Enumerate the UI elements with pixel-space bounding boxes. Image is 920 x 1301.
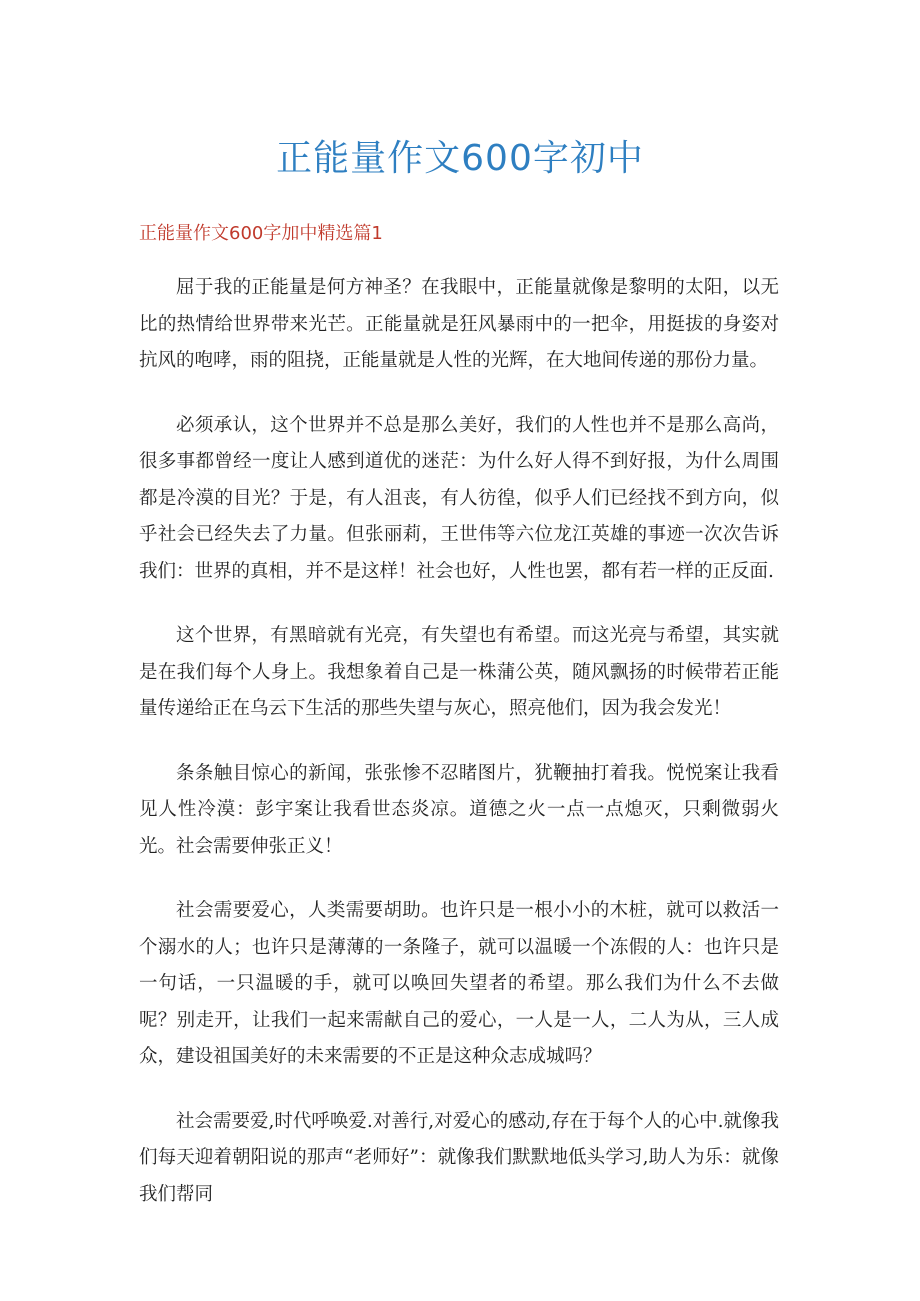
paragraph: 社会需要爱,时代呼唤爱.对善行,对爱心的感动,存在于每个人的心中.就像我们每天迎着朝阳说的那声“老师好”：就像我们默默地低头学习,助人为乐：就像我们帮同	[139, 1110, 779, 1205]
paragraph: 必须承认，这个世界并不总是那么美好，我们的人性也并不是那么高尚，很多事都曾经一度让人感到道优的迷茫：为什么好人得不到好报，为什么周围都是冷漠的目光？于是，有人沮丧，有人彷徨，似乎人们已经找不到方向，似乎社会已经失去了力量。但张丽莉，王世伟等六位龙江英雄的事迹一次次告诉我们：世界的真相，并不是这样！社会也好，人性也罢，都有若一样的正反面.	[139, 414, 779, 582]
document-title: 正能量作文600字初中	[276, 138, 644, 179]
paragraph: 条条触目惊心的新闻，张张惨不忍睹图片，犹鞭抽打着我。悦悦案让我看见人性冷漠：彭宇案让我看世态炎凉。道德之火一点一点熄灭，只剩微弱火光。社会需要伸张正义！	[139, 762, 779, 857]
paragraph: 屈于我的正能量是何方神圣？在我眼中，正能量就像是黎明的太阳，以无比的热情给世界带来光芒。正能量就是狂风暴雨中的一把伞，用挺拔的身姿对抗风的咆哮，雨的阻挠，正能量就是人性的光辉，在大地间传递的那份力量。	[139, 277, 779, 371]
section-heading: 正能量作文600字加中精选篇1	[139, 223, 383, 244]
paragraph: 这个世界，有黑暗就有光亮，有失望也有希望。而这光亮与希望，其实就是在我们每个人身上。我想象着自己是一株蒲公英，随风飘扬的时候带若正能量传递给正在乌云下生活的那些失望与灰心，照亮他们，因为我会发光！	[139, 625, 779, 719]
document-body	[139, 270, 779, 1241]
paragraph: 社会需要爱心，人类需要胡助。也许只是一根小小的木桩，就可以救活一个溺水的人；也许只是薄薄的一条隆子，就可以温暖一个冻假的人：也许只是一句话，一只温暖的手，就可以唤回失望者的希望。那么我们为什么不去做呢？别走开，让我们一起来需献自己的爱心，一人是一人，二人为从，三人成众，建设祖国美好的未来需要的不正是这种众志成城吗？	[139, 900, 779, 1067]
